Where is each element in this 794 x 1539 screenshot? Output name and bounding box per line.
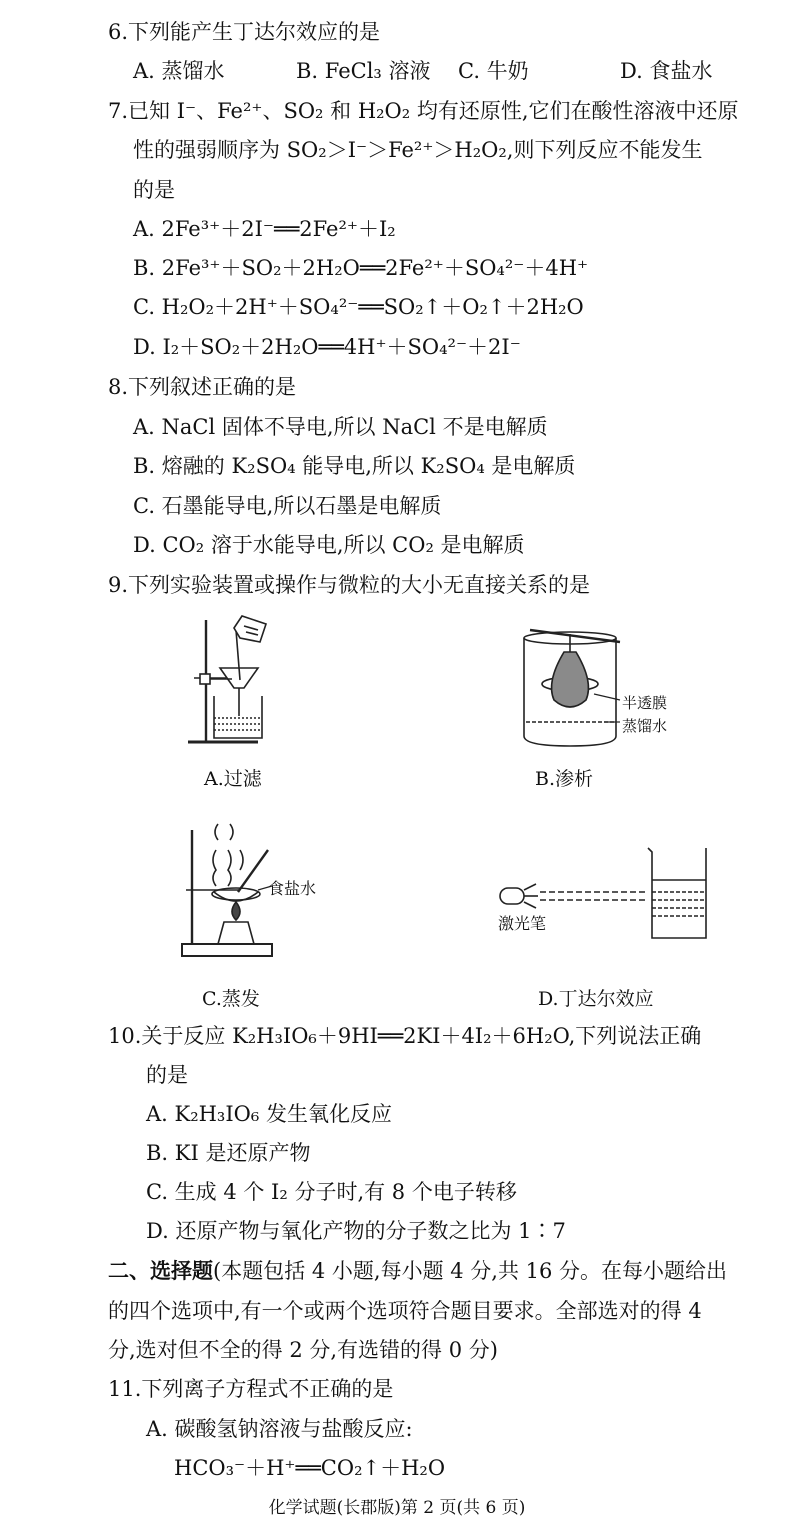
q7-stem-line-1: 7.已知 I⁻、Fe²⁺、SO₂ 和 H₂O₂ 均有还原性,它们在酸性溶液中还原	[108, 99, 739, 123]
figure-c-caption: C.蒸发	[202, 988, 260, 1010]
q10-stem-line-2: 的是	[146, 1063, 188, 1087]
q11-option-a: A. 碳酸氢钠溶液与盐酸反应:	[146, 1417, 413, 1441]
q8-option-c: C. 石墨能导电,所以石墨是电解质	[133, 494, 442, 518]
q7-stem-line-3: 的是	[133, 178, 175, 202]
section-2-desc-line-3: 分,选对但不全的得 2 分,有选错的得 0 分)	[108, 1338, 498, 1362]
q6-option-c: C. 牛奶	[458, 59, 529, 83]
q8-option-b: B. 熔融的 K₂SO₄ 能导电,所以 K₂SO₄ 是电解质	[133, 454, 576, 478]
q7-stem-line-2: 性的强弱顺序为 SO₂＞I⁻＞Fe²⁺＞H₂O₂,则下列反应不能发生	[133, 138, 703, 162]
q7-option-d: D. I₂＋SO₂＋2H₂O══4H⁺＋SO₄²⁻＋2I⁻	[133, 335, 521, 359]
q6-option-b: B. FeCl₃ 溶液	[296, 59, 431, 83]
q6-stem: 6.下列能产生丁达尔效应的是	[108, 20, 381, 44]
q6-option-d: D. 食盐水	[620, 59, 713, 83]
distilled-water-label: 蒸馏水	[622, 717, 668, 735]
q10-option-d: D. 还原产物与氧化产物的分子数之比为 1∶7	[146, 1219, 566, 1243]
q7-option-c: C. H₂O₂＋2H⁺＋SO₄²⁻══SO₂↑＋O₂↑＋2H₂O	[133, 295, 584, 319]
q6-option-a: A. 蒸馏水	[133, 59, 225, 83]
q10-option-c: C. 生成 4 个 I₂ 分子时,有 8 个电子转移	[146, 1180, 517, 1204]
filtration-apparatus	[180, 610, 330, 750]
membrane-label: 半透膜	[622, 694, 668, 712]
section-2-desc-line-2: 的四个选项中,有一个或两个选项符合题目要求。全部选对的得 4	[108, 1299, 702, 1323]
q10-option-b: B. KI 是还原产物	[146, 1141, 311, 1165]
q11-stem: 11.下列离子方程式不正确的是	[108, 1377, 394, 1401]
q7-option-b: B. 2Fe³⁺＋SO₂＋2H₂O══2Fe²⁺＋SO₄²⁻＋4H⁺	[133, 256, 589, 280]
section-2-intro	[108, 1256, 727, 1286]
dialysis-apparatus	[520, 622, 630, 752]
q8-option-a: A. NaCl 固体不导电,所以 NaCl 不是电解质	[133, 415, 548, 439]
figure-d-caption: D.丁达尔效应	[538, 988, 654, 1010]
section-2-heading: 二、选择题	[108, 1258, 213, 1283]
q7-option-a: A. 2Fe³⁺＋2I⁻══2Fe²⁺＋I₂	[133, 217, 396, 241]
q10-stem-line-1: 10.关于反应 K₂H₃IO₆＋9HI══2KI＋4I₂＋6H₂O,下列说法正确	[108, 1024, 702, 1048]
q8-option-d: D. CO₂ 溶于水能导电,所以 CO₂ 是电解质	[133, 533, 525, 557]
figure-b-caption: B.渗析	[535, 768, 594, 790]
q6-options	[0, 56, 794, 86]
figure-a-caption: A.过滤	[204, 768, 262, 790]
q11-equation-a: HCO₃⁻＋H⁺══CO₂↑＋H₂O	[174, 1456, 446, 1480]
page-footer: 化学试题(长郡版)第 2 页(共 6 页)	[268, 1498, 526, 1518]
q9-stem: 9.下列实验装置或操作与微粒的大小无直接关系的是	[108, 573, 591, 597]
salt-water-label: 食盐水	[268, 879, 317, 898]
q8-stem: 8.下列叙述正确的是	[108, 375, 297, 399]
evaporation-apparatus	[178, 820, 278, 960]
q10-option-a: A. K₂H₃IO₆ 发生氧化反应	[146, 1102, 392, 1126]
section-2-desc-line-1: (本题包括 4 小题,每小题 4 分,共 16 分。在每小题给出	[213, 1259, 728, 1283]
laser-pen-label: 激光笔	[498, 914, 547, 933]
